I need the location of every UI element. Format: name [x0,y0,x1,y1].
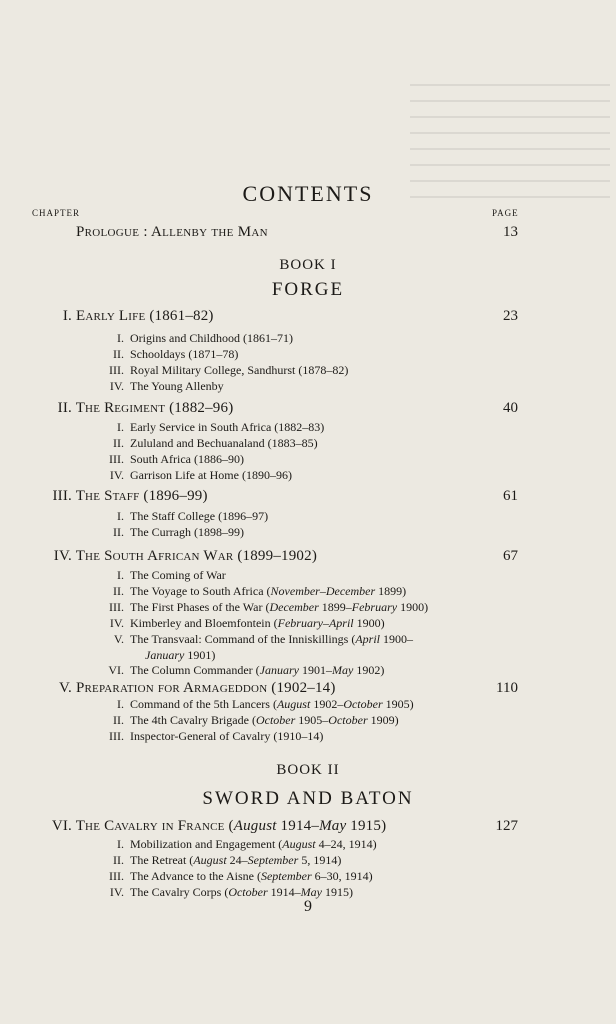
chapter-heading [48,680,336,697]
section-title: Inspector-General of Cavalry (1910–14) [130,728,324,743]
section-title: The Staff College (1896–97) [130,509,269,523]
chapter-title: Early Life (1861–82) [75,308,214,324]
book1-name: FORGE [271,279,345,300]
section-numeral: III. [109,451,124,466]
section-numeral: I. [117,331,124,345]
section-numeral: IV. [109,378,124,393]
section-title: The Transvaal: Command of the Inniskillings (April 1900– [130,631,413,646]
section-numeral: II. [113,583,124,598]
section-numeral: I. [117,420,124,434]
section-item [88,869,377,885]
chapter-title: The Cavalry in France (August 1914–May 1915) [75,818,387,834]
section-numeral: I. [117,568,124,582]
bleed-through-shadow [410,70,610,250]
chapter-page-number: 61 [503,488,518,504]
chapter-page-number: 40 [503,400,518,416]
section-title: Kimberley and Bloemfontein (February–April 1900) [130,615,385,630]
section-list [88,331,348,395]
section-item [88,452,324,468]
section-numeral: IV. [109,615,124,630]
section-item [88,509,268,525]
section-title: The Curragh (1898–99) [130,524,244,539]
section-item-continued [88,648,428,664]
chapter-title: Preparation for Armageddon (1902–14) [75,680,336,696]
section-numeral: VI. [108,663,124,678]
section-list [88,509,268,541]
section-list [88,837,377,901]
section-item [88,568,428,584]
section-title: Royal Military College, Sandhurst (1878–82) [130,362,349,377]
chapter-numeral: I. [62,308,72,324]
chapter-page-number: 23 [503,308,518,324]
chapter-page-number: 67 [503,548,518,564]
section-title: The Young Allenby [130,378,224,393]
section-item [88,468,324,484]
section-numeral: IV. [109,467,124,482]
section-title: Mobilization and Engagement (August 4–24, 1914) [130,837,377,851]
section-title: Early Service in South Africa (1882–83) [130,420,325,434]
chapter-heading [48,400,233,417]
section-numeral: IV. [109,884,124,899]
page-title: CONTENTS [242,181,374,206]
chapter-numeral: IV. [53,548,72,564]
book2-label: BOOK II [276,762,340,778]
chapter-title: The Staff (1896–99) [75,488,208,504]
section-list [88,697,414,745]
section-numeral: II. [113,852,124,867]
section-item [88,379,348,395]
section-item [88,363,348,379]
chapter-page-number: 110 [496,680,518,696]
chapter-page-number: 127 [495,818,518,834]
section-title: The Cavalry Corps (October 1914–May 1915) [130,884,353,899]
section-numeral: I. [117,837,124,851]
section-title: January 1901) [145,647,216,662]
section-item [88,331,348,347]
chapter-heading [40,818,386,835]
chapter-numeral: VI. [51,818,72,834]
section-item [88,663,428,679]
section-item [88,837,377,853]
section-item [88,436,324,452]
section-item [88,853,377,869]
section-title: Garrison Life at Home (1890–96) [130,467,292,482]
section-title: The Coming of War [130,568,226,582]
section-item [88,420,324,436]
section-numeral [88,648,124,664]
section-item [88,713,414,729]
chapter-numeral: II. [57,400,72,416]
section-numeral: III. [109,868,124,883]
chapter-numeral: V. [58,680,72,696]
prologue-title: Prologue : Allenby the Man [76,224,268,240]
section-title: The First Phases of the War (December 1899–February 1900) [130,599,429,614]
section-item [88,632,428,648]
book2-name: SWORD AND BATON [202,788,414,809]
section-numeral: II. [113,346,124,361]
section-title: The 4th Cavalry Brigade (October 1905–October 1909) [130,712,399,727]
section-title: The Advance to the Aisne (September 6–30, 1914) [130,868,373,883]
section-numeral: II. [113,524,124,539]
section-item [88,697,414,713]
section-list [88,568,428,679]
prologue-page-number: 13 [503,224,518,240]
page-column-label: PAGE [492,208,519,218]
section-item [88,616,428,632]
section-title: The Voyage to South Africa (November–December 1899) [130,583,407,598]
section-numeral: I. [117,697,124,711]
section-numeral: I. [117,509,124,523]
section-list [88,420,324,484]
section-item [88,347,348,363]
chapter-numeral: III. [52,488,72,504]
chapter-title: The South African War (1899–1902) [75,548,318,564]
section-title: Schooldays (1871–78) [130,346,239,361]
section-title: The Column Commander (January 1901–May 1902) [130,663,385,678]
section-item [88,729,414,745]
section-numeral: III. [109,362,124,377]
chapter-heading [40,548,317,565]
section-item [88,600,428,616]
section-numeral: V. [113,631,124,646]
book1-label: BOOK I [279,257,337,273]
chapter-title: The Regiment (1882–96) [75,400,234,416]
section-title: South Africa (1886–90) [130,451,244,466]
section-item [88,584,428,600]
section-numeral: II. [113,712,124,727]
section-title: Origins and Childhood (1861–71) [130,331,293,345]
chapter-heading [48,308,214,325]
section-title: Zululand and Bechuanaland (1883–85) [130,435,318,450]
chapter-column-label: CHAPTER [32,208,81,218]
section-numeral: III. [109,728,124,743]
section-title: The Retreat (August 24–September 5, 1914) [130,852,342,867]
section-title: Command of the 5th Lancers (August 1902–October 1905) [130,697,414,711]
section-numeral: III. [109,599,124,614]
section-numeral: II. [113,435,124,450]
page-folio-number: 9 [304,898,312,915]
section-item [88,525,268,541]
chapter-heading [40,488,208,505]
